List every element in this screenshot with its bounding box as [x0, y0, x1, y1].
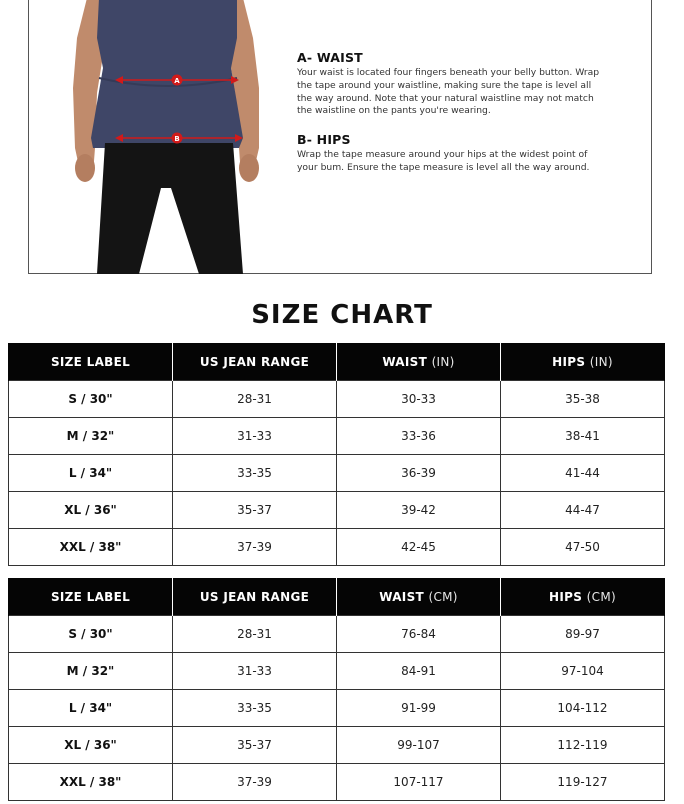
waist-cell: 30-33: [337, 381, 501, 418]
table-row: [9, 690, 665, 727]
waist-cell: 36-39: [337, 455, 501, 492]
size-label-cell: L / 34": [9, 455, 173, 492]
jean-range-cell: 37-39: [173, 529, 337, 566]
measurement-instructions: [297, 50, 607, 189]
header-waist-unit: (CM): [428, 589, 458, 604]
hips-cell: 44-47: [501, 492, 665, 529]
pants: [97, 143, 243, 274]
header-hips: HIPS (CM): [501, 578, 665, 616]
waist-cell: 33-36: [337, 418, 501, 455]
jean-range-cell: 28-31: [173, 381, 337, 418]
size-chart-title: SIZE CHART: [251, 300, 433, 330]
waist-cell: 76-84: [337, 616, 501, 653]
table-row: [9, 455, 665, 492]
size-label-cell: XL / 36": [9, 727, 173, 764]
hips-cell: 97-104: [501, 653, 665, 690]
header-hips-unit: (CM): [586, 589, 616, 604]
measuring-guide: [28, 0, 652, 274]
hips-cell: 104-112: [501, 690, 665, 727]
table-row: [9, 529, 665, 566]
header-hips: HIPS (IN): [501, 343, 665, 381]
header-size-label: SIZE LABEL: [9, 343, 173, 381]
table-row: [9, 764, 665, 801]
table-header-row: [9, 578, 665, 616]
size-label-cell: XXL / 38": [9, 764, 173, 801]
waist-text: Your waist is located four fingers beneath your belly button. Wrap the tape around your waistline, making sure the tape is level all the way around. Note that your natural waistline may not match the waistline on the pants you're wearing.: [297, 67, 600, 117]
model-figure: [53, 0, 283, 274]
hips-cell: 35-38: [501, 381, 665, 418]
waist-cell: 39-42: [337, 492, 501, 529]
hips-cell: 119-127: [501, 764, 665, 801]
jean-range-cell: 37-39: [173, 764, 337, 801]
table-row: [9, 418, 665, 455]
size-label-cell: M / 32": [9, 653, 173, 690]
header-waist: WAIST (IN): [337, 343, 501, 381]
header-jean-range: US JEAN RANGE: [173, 578, 337, 616]
table-row: [9, 727, 665, 764]
header-size-label: SIZE LABEL: [9, 578, 173, 616]
jean-range-cell: 28-31: [173, 616, 337, 653]
jean-range-cell: 31-33: [173, 653, 337, 690]
size-label-cell: S / 30": [9, 616, 173, 653]
header-waist: WAIST (CM): [337, 578, 501, 616]
hips-cell: 89-97: [501, 616, 665, 653]
waist-instructions: [297, 50, 607, 118]
table-row: [9, 616, 665, 653]
table-row: [9, 492, 665, 529]
table-header-row: [9, 343, 665, 381]
hips-cell: 41-44: [501, 455, 665, 492]
jean-range-cell: 35-37: [173, 727, 337, 764]
size-label-cell: XXL / 38": [9, 529, 173, 566]
hips-marker: B: [174, 135, 180, 143]
waist-cell: 99-107: [337, 727, 501, 764]
jean-range-cell: 33-35: [173, 455, 337, 492]
waist-cell: 107-117: [337, 764, 501, 801]
hips-cell: 112-119: [501, 727, 665, 764]
jean-range-cell: 35-37: [173, 492, 337, 529]
size-table-inches: [8, 343, 665, 566]
size-label-cell: L / 34": [9, 690, 173, 727]
shirt: [91, 0, 243, 148]
header-jean-range: US JEAN RANGE: [173, 343, 337, 381]
waist-heading: A- WAIST: [297, 50, 363, 65]
waist-marker: A: [174, 77, 180, 85]
size-label-cell: XL / 36": [9, 492, 173, 529]
header-hips-unit: (IN): [589, 354, 613, 369]
waist-cell: 42-45: [337, 529, 501, 566]
waist-cell: 91-99: [337, 690, 501, 727]
size-table-centimeters: [8, 578, 665, 801]
hips-heading: B- HIPS: [297, 132, 351, 148]
hips-cell: 47-50: [501, 529, 665, 566]
hips-text: Wrap the tape measure around your hips at the widest point of your bum. Ensure the tape measure is level all the way around.: [297, 149, 590, 173]
header-waist-unit: (IN): [431, 354, 455, 369]
jean-range-cell: 33-35: [173, 690, 337, 727]
size-label-cell: S / 30": [9, 381, 173, 418]
table-row: [9, 653, 665, 690]
table-row: [9, 381, 665, 418]
size-label-cell: M / 32": [9, 418, 173, 455]
hips-instructions: [297, 132, 607, 175]
waist-cell: 84-91: [337, 653, 501, 690]
jean-range-cell: 31-33: [173, 418, 337, 455]
hips-cell: 38-41: [501, 418, 665, 455]
